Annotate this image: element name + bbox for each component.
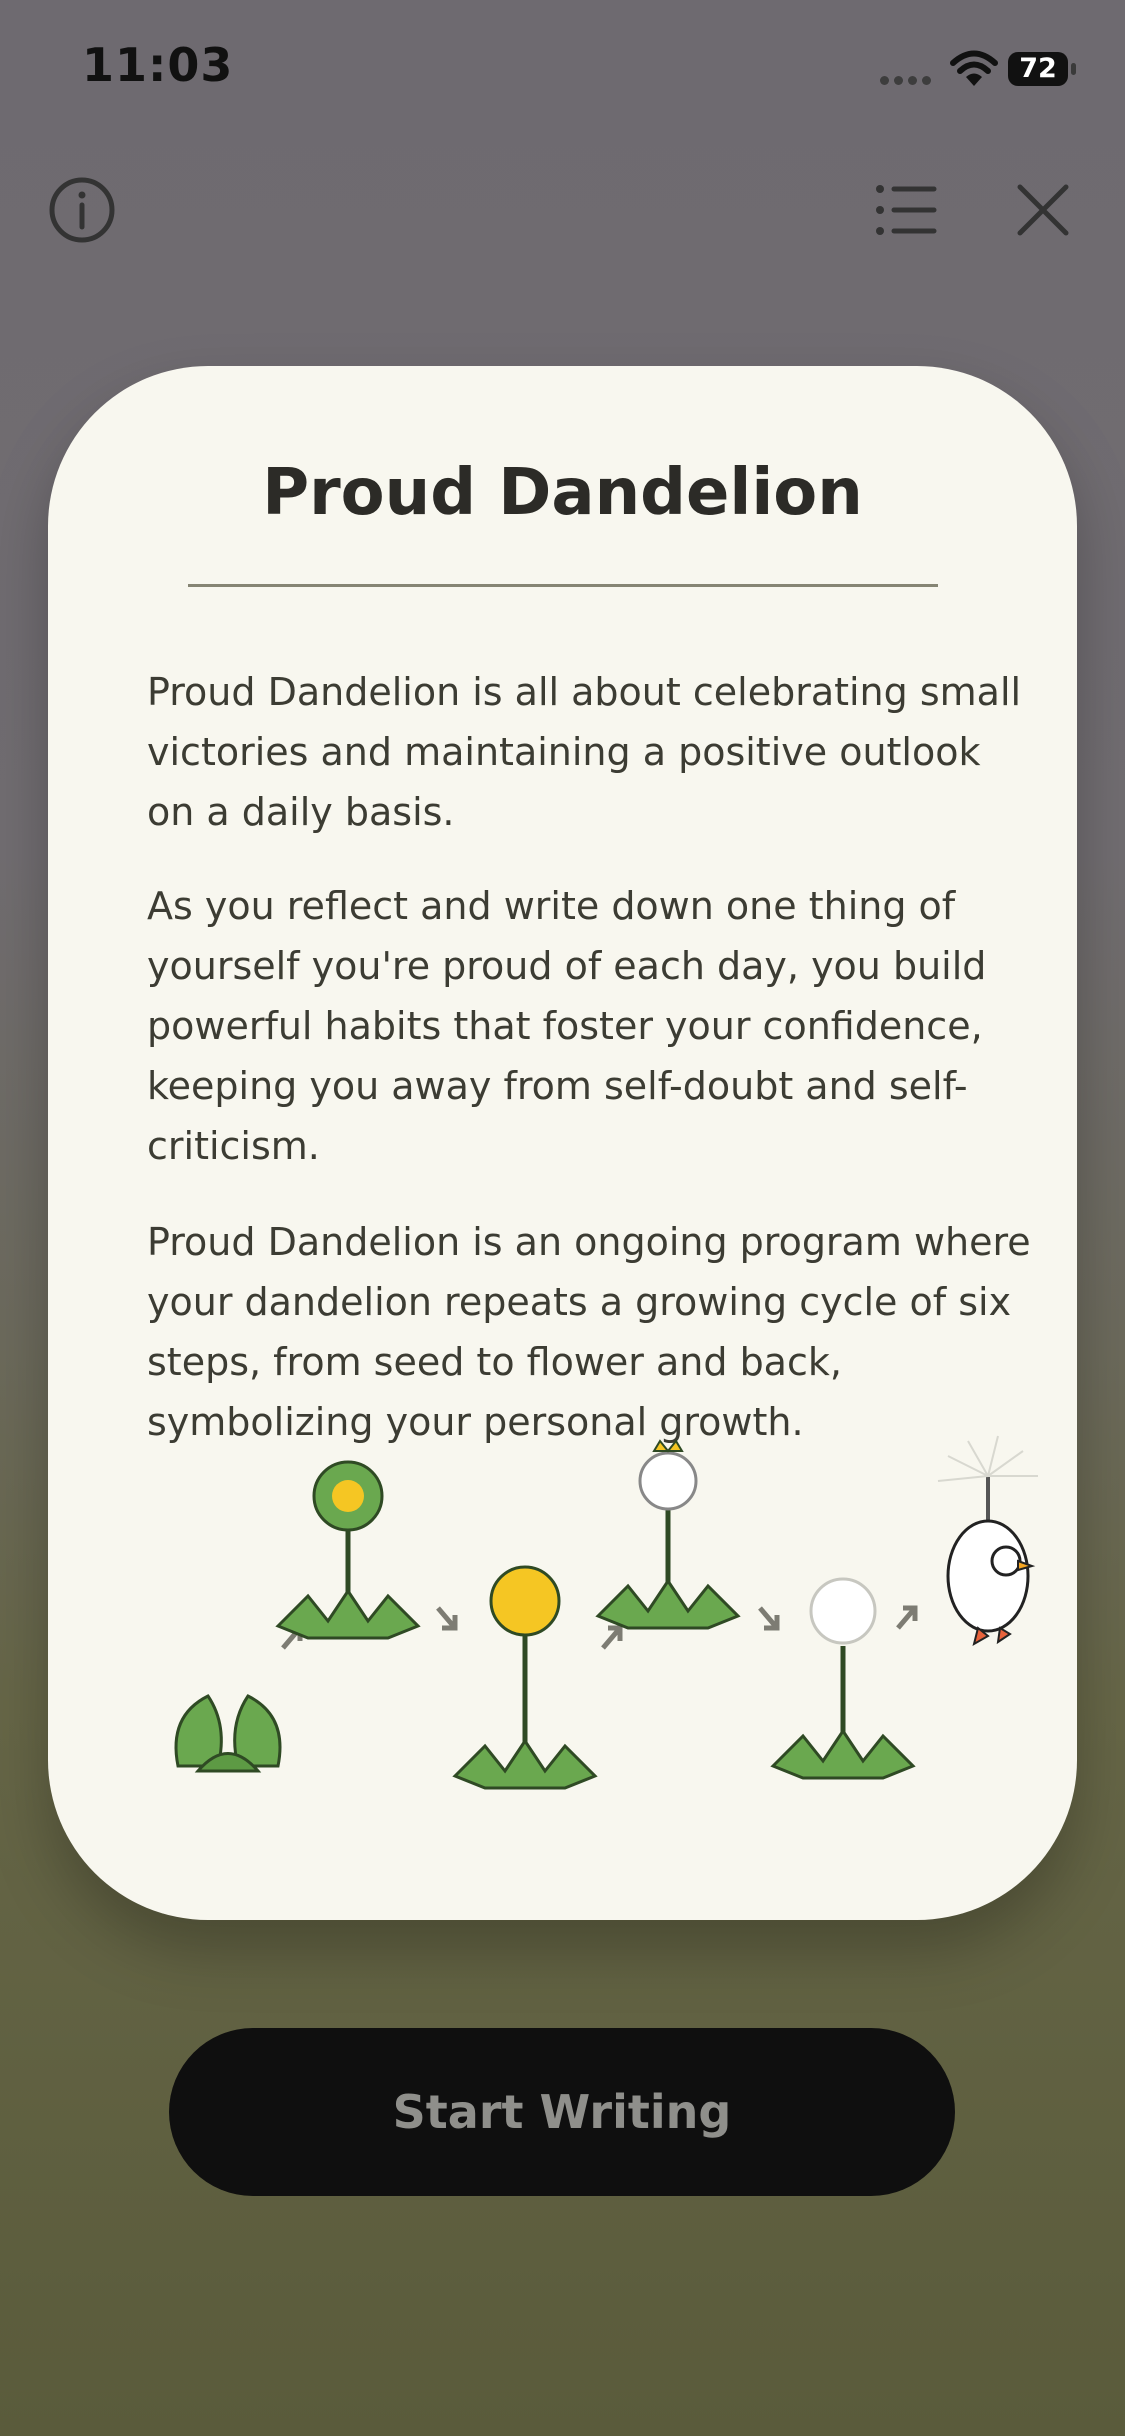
status-bar: [0, 0, 1125, 140]
start-writing-button[interactable]: Start Writing: [169, 2028, 955, 2196]
wifi-icon: [950, 50, 998, 88]
arrow-3: [603, 1628, 620, 1648]
stage-closing-flower: [598, 1441, 738, 1628]
cellular-signal-icon: [880, 70, 936, 84]
arrow-4: [760, 1608, 777, 1628]
card-title: Proud Dandelion: [262, 456, 863, 530]
info-icon[interactable]: [47, 175, 117, 245]
program-paragraph: Proud Dandelion is an ongoing program where your dandelion repeats a growing cycle of six steps, from seed to flower and back, symbolizing your personal growth.: [147, 1220, 1031, 1444]
arrow-2: [438, 1608, 455, 1628]
arrow-5: [898, 1608, 915, 1628]
info-card: [48, 366, 1077, 1920]
close-icon[interactable]: [1008, 175, 1078, 245]
status-time: 11:03: [82, 38, 234, 92]
growth-cycle-illustration: [108, 1356, 1068, 1816]
list-icon[interactable]: [870, 175, 940, 245]
battery-indicator: 72: [1008, 52, 1068, 86]
stage-leaves: [176, 1696, 280, 1771]
stage-seed-head: [773, 1579, 913, 1778]
title-divider: [188, 584, 938, 587]
habit-paragraph: As you reflect and write down one thing of yourself you're proud of each day, you build powerful habits that foster your confidence, keeping you away from self-doubt and self-criticism.: [147, 884, 987, 1168]
stage-duck: [938, 1436, 1038, 1644]
stage-yellow-flower: [455, 1567, 595, 1788]
stage-bud: [278, 1462, 418, 1638]
intro-paragraph: Proud Dandelion is all about celebrating small victories and maintaining a positive outlook on a daily basis.: [147, 670, 1022, 834]
